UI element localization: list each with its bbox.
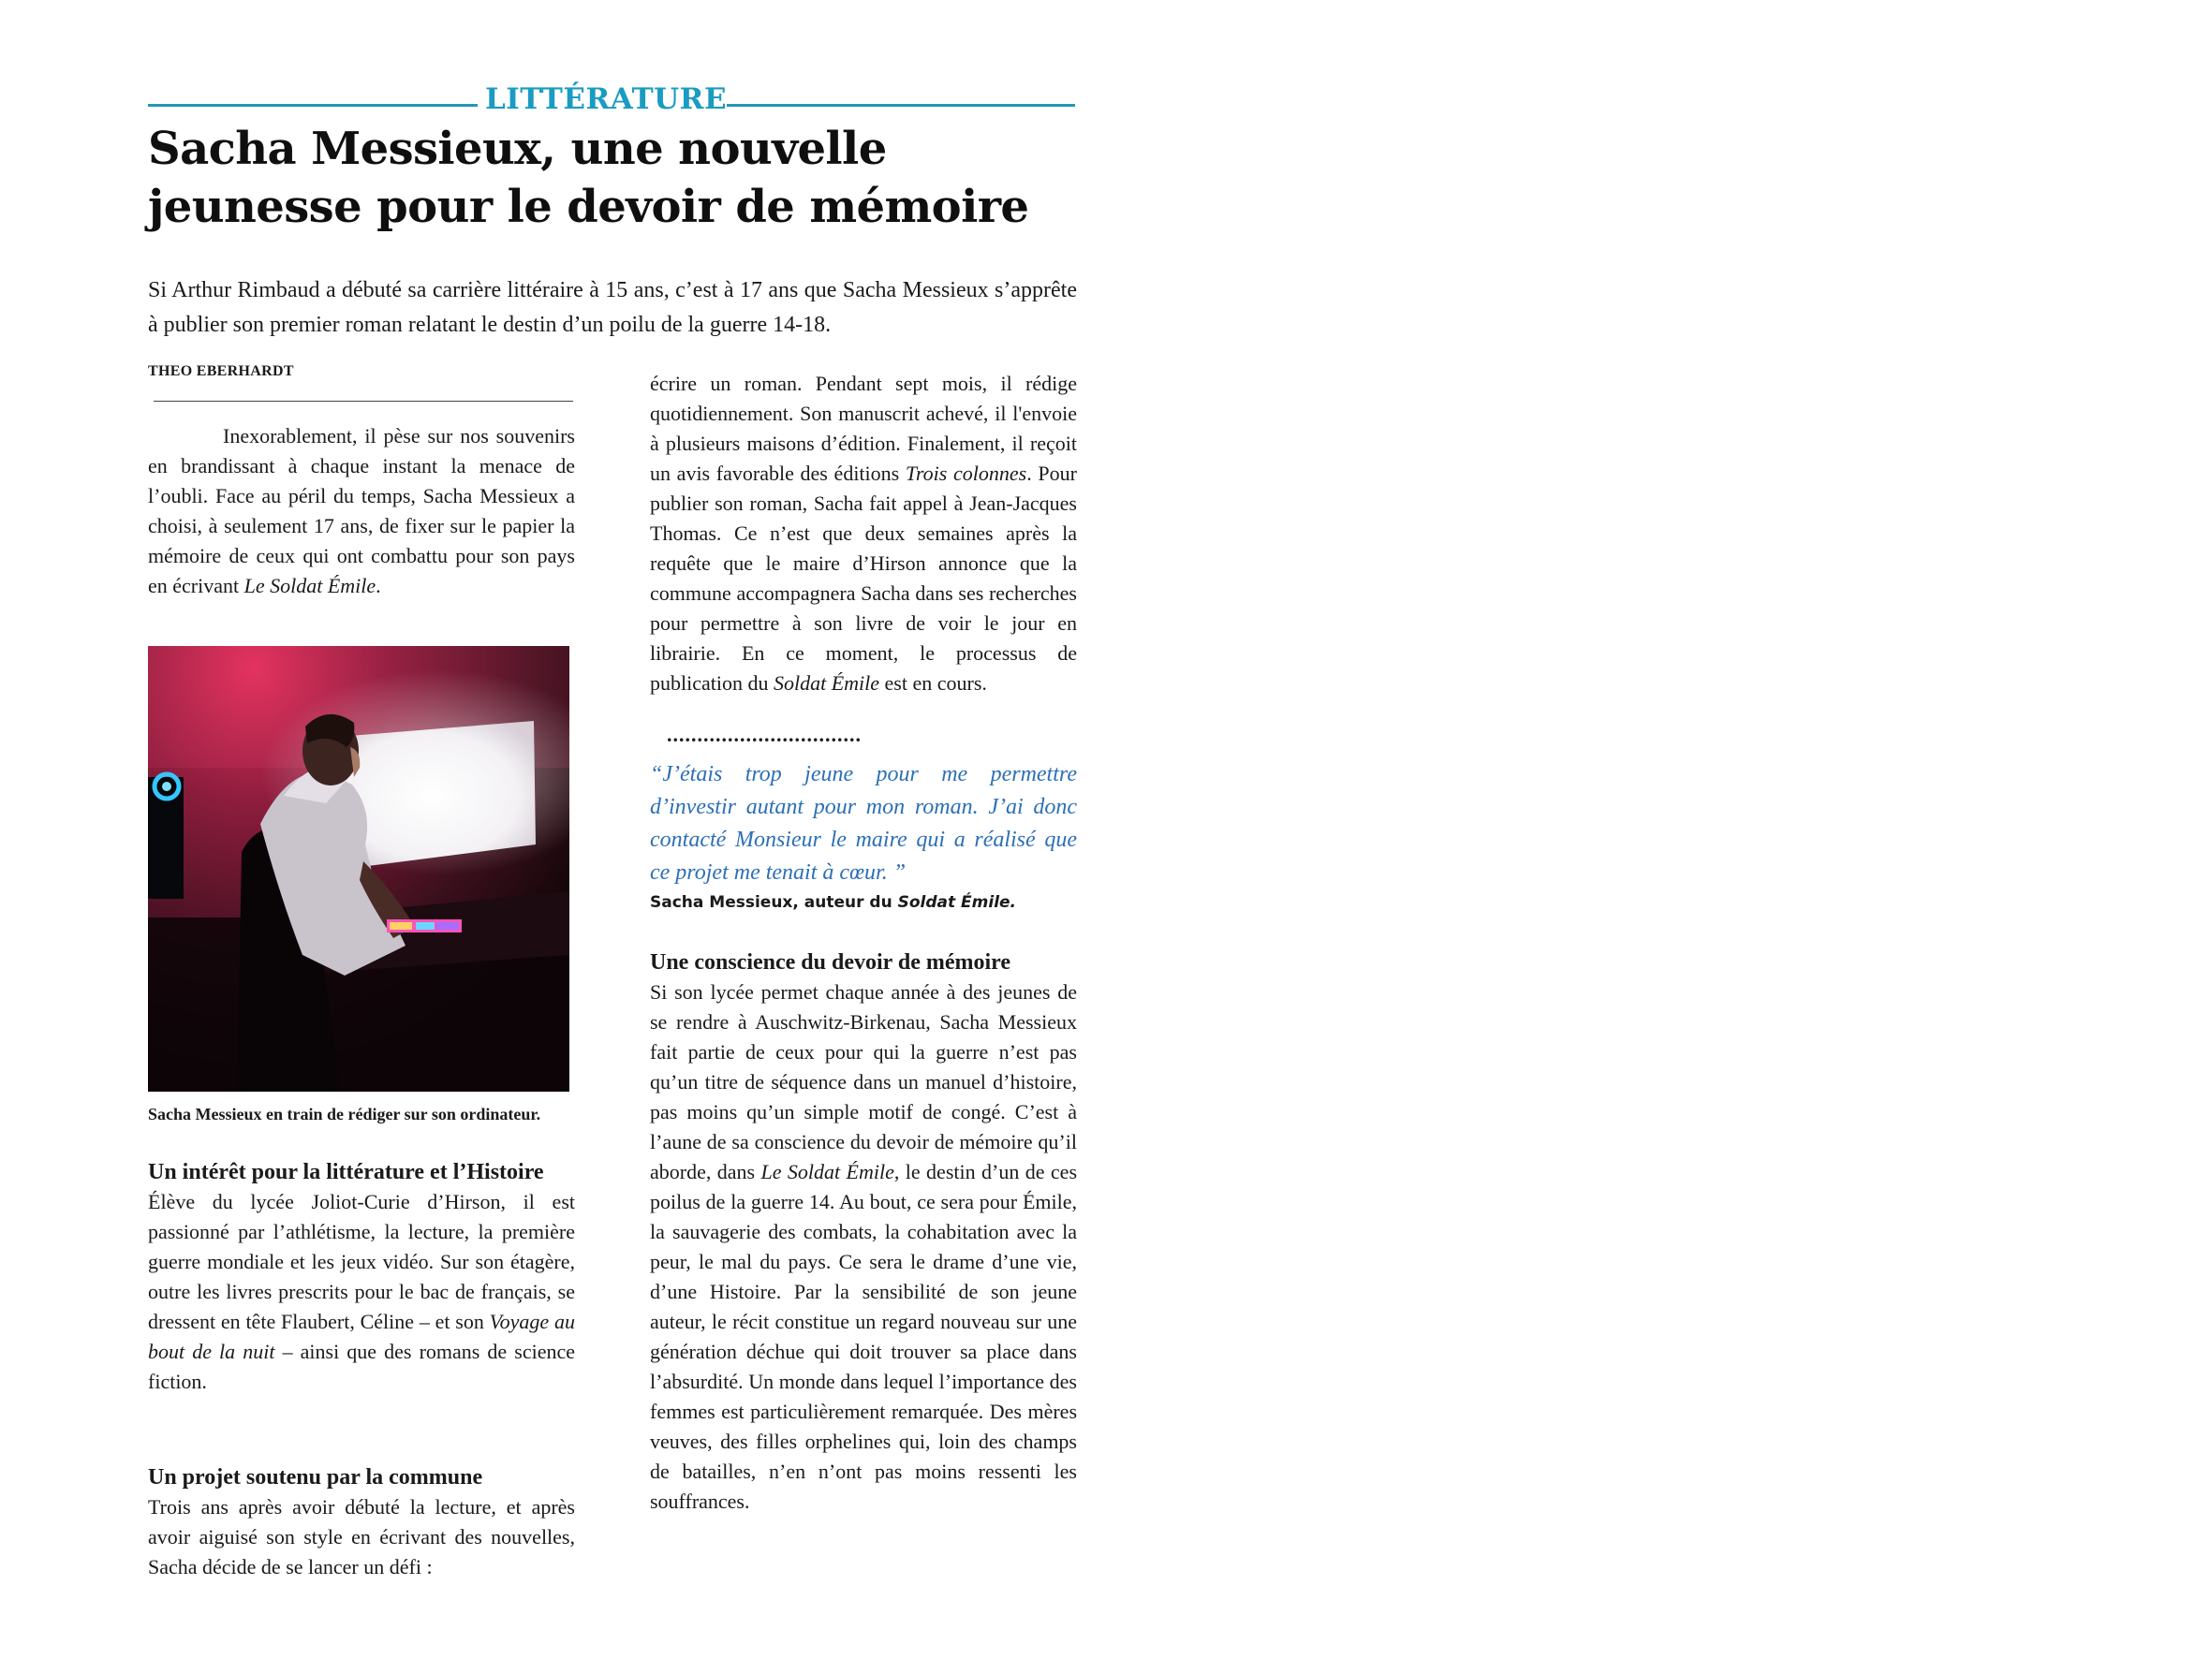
section-rubric [148, 82, 1077, 120]
section-interet [148, 1157, 575, 1397]
photo-caption: Sacha Messieux en train de rédiger sur son ordinateur. [148, 1105, 541, 1123]
headline: Sacha Messieux, une nouvelle jeunesse pour le devoir de mémoire [148, 123, 1029, 233]
book-title: Le Soldat Émile [243, 574, 376, 597]
section-text: Élève du lycée Joliot-Curie d’Hirson, il est passionné par l’athlétisme, la lecture, la première guerre mondiale et les jeux vidéo. Sur son étagère, outre les livres prescrits pour le bac de français, se dressent en tête Flaubert, Céline – et son [148, 1190, 575, 1333]
section-text-end: – ainsi que des romans de science fiction. [148, 1340, 576, 1393]
byline: THEO EBERHARDT [148, 363, 294, 379]
book-title: Voyage au bout de la nuit [148, 1310, 575, 1363]
paragraph-text: . Pour publier son roman, Sacha fait appel à Jean-Jacques Thomas. Ce n’est que deux semaines après la requête que le maire d’Hirson annonce que la commune accompagnera Sacha dans ses recherches pour permettre à son livre de voir le jour en librairie. En ce moment, le processus de publication du [650, 462, 1077, 695]
section-conscience [650, 947, 1077, 1517]
quote-separator: ................................ [667, 723, 862, 746]
section-body [650, 977, 1077, 1517]
book-title: Le Soldat Émile [760, 1160, 894, 1183]
rubric-line-left [148, 104, 478, 107]
column-right-continuation [650, 369, 1077, 698]
book-title: Soldat Émile. [897, 893, 1017, 912]
continuation-paragraph [650, 369, 1077, 698]
paragraph-text: écrire un roman. Pendant sept mois, il rédige quotidiennement. Son manuscrit achevé, il l'envoie à plusieurs maisons d’édition. Finalement, il reçoit un avis favorable des éditions [650, 372, 1077, 485]
section-heading: Un intérêt pour la littérature et l’Histoire [148, 1160, 544, 1184]
book-title: Soldat Émile [773, 671, 880, 695]
section-heading: Un projet soutenu par la commune [148, 1465, 483, 1490]
section-projet [148, 1462, 575, 1582]
attribution-text: Sacha Messieux, auteur du [650, 893, 898, 912]
intro-text: Inexorablement, il pèse sur nos souvenirs en brandissant à chaque instant la menace de l’oubli. Face au péril du temps, Sacha Messieux a choisi, à seulement 17 ans, de fixer sur le papier la mémoire de ceux qui ont combattu pour son pays en écrivant [148, 424, 575, 597]
intro-text-end: . [376, 574, 381, 597]
paragraph-text-end: est en cours. [879, 671, 987, 695]
rubric-label: LITTÉRATURE [485, 82, 728, 116]
article [148, 75, 1077, 1610]
pull-quote: “J’étais trop jeune pour me permettre d’investir autant pour mon roman. J’ai donc contacté Monsieur le maire qui a réalisé que ce projet me tenait à cœur. ” [650, 762, 1077, 885]
standfirst: Si Arthur Rimbaud a débuté sa carrière littéraire à 15 ans, c’est à 17 ans que Sacha Messieux s’apprête à publier son premier roman relatant le destin d’un poilu de la guerre 14-18. [148, 278, 1077, 337]
rubric-line-right [727, 104, 1075, 107]
section-text: Si son lycée permet chaque année à des jeunes de se rendre à Auschwitz-Birkenau, Sacha Messieux fait partie de ceux pour qui la guerre n’est pas qu’un titre de séquence dans un manuel d’histoire, pas moins qu’un simple motif de congé. C’est à l’aune de sa conscience du devoir de mémoire qu’il aborde, dans [650, 980, 1077, 1183]
section-heading: Une conscience du devoir de mémoire [650, 950, 1011, 975]
quote-attribution [650, 893, 1016, 912]
section-text-end: , le destin d’un de ces poilus de la guerre 14. Au bout, ce sera pour Émile, la sauvagerie des combats, la cohabitation avec la peur, le mal du pays. Ce sera le drame d’une vie, d’une Histoire. Par la sensibilité de son jeune auteur, le récit constitue un regard nouveau sur une génération déchue qui doit trouver sa place dans l’absurdité. Un monde dans lequel l’importance des femmes est particulièrement remarquée. Des mères veuves, des filles orphelines qui, loin des champs de batailles, n’en n’ont pas moins ressenti les souffrances. [650, 1160, 1077, 1513]
section-body [148, 1187, 575, 1397]
intro-paragraph [148, 421, 575, 601]
section-body: Trois ans après avoir débuté la lecture, et après avoir aiguisé son style en écrivant des nouvelles, Sacha décide de se lancer un défi : [148, 1495, 575, 1578]
article-photo [148, 646, 569, 1092]
byline-rule [154, 401, 573, 402]
publisher-name: Trois colonnes [905, 462, 1027, 485]
photo-illustration [148, 646, 569, 1092]
